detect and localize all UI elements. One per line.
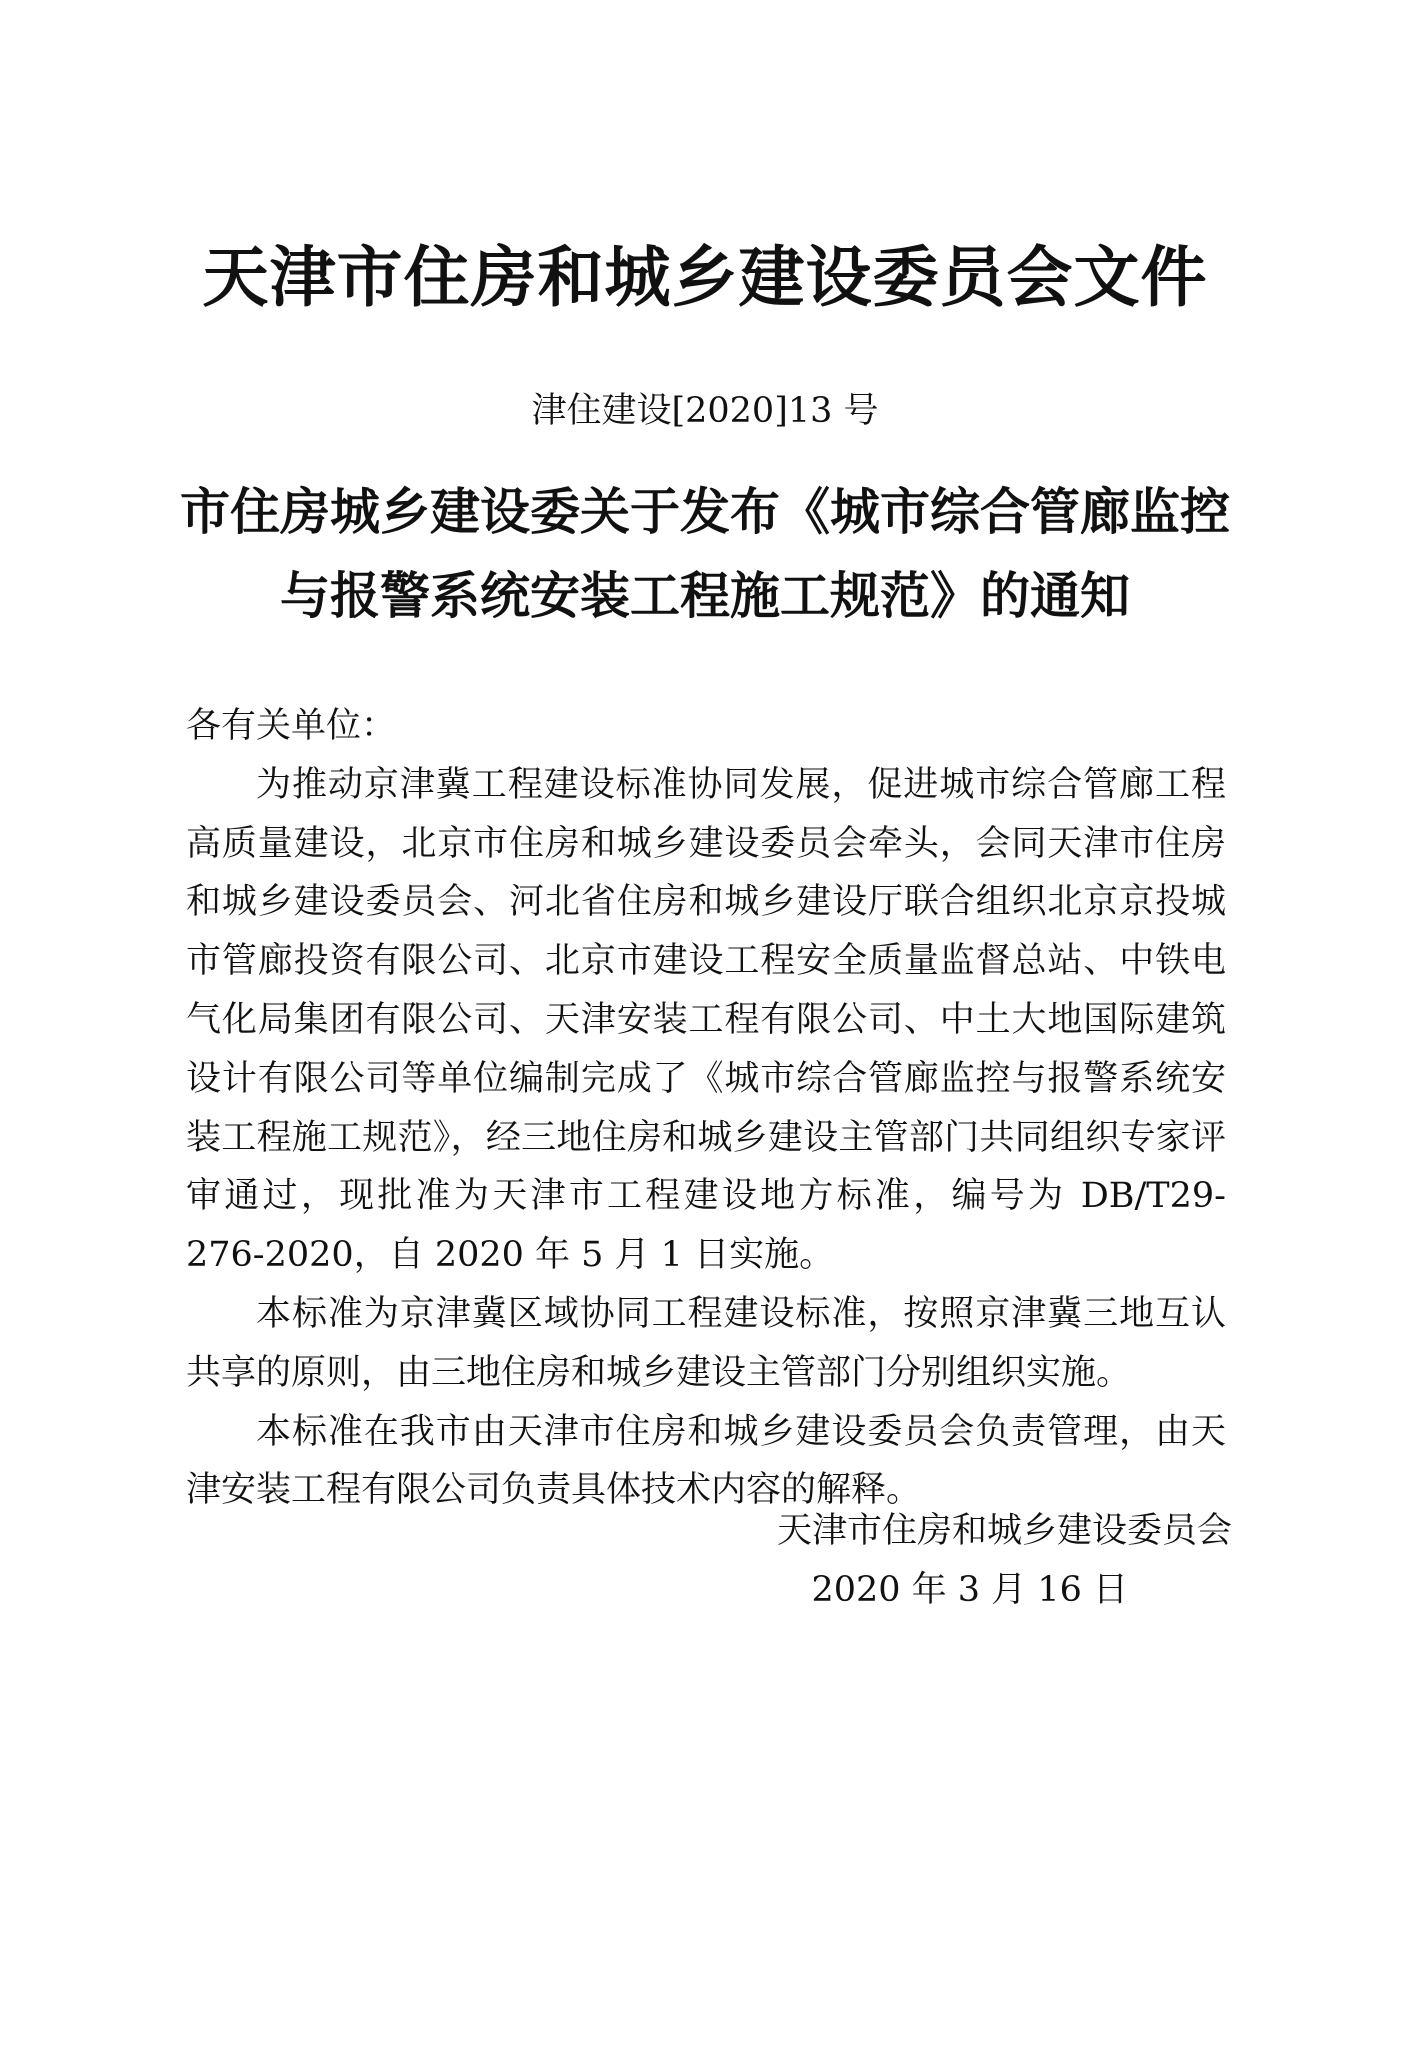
signature-block bbox=[700, 1502, 1232, 1620]
document-number: 津住建设[2020]13 号 bbox=[531, 391, 879, 431]
issuer-header: 天津市住房和城乡建设委员会文件 bbox=[202, 238, 1208, 316]
document-body bbox=[186, 697, 1226, 1520]
document-title bbox=[0, 470, 1410, 638]
body-paragraph-1: 为推动京津冀工程建设标准协同发展，促进城市综合管廊工程高质量建设，北京市住房和城乡建设委员会牵头，会同天津市住房和城乡建设委员会、河北省住房和城乡建设厅联合组织北京京投城市管廊投资有限公司、北京市建设工程安全质量监督总站、中铁电气化局集团有限公司、天津安装工程有限公司、中土大地国际建筑设计有限公司等单位编制完成了《城市综合管廊监控与报警系统安装工程施工规范》，经三地住房和城乡建设主管部门共同组织专家评审通过，现批准为天津市工程建设地方标准，编号为 DB/T29-276-2020，自 2020 年 5 月 1 日实施。 bbox=[186, 764, 1226, 1276]
body-paragraph-2: 本标准为京津冀区域协同工程建设标准，按照京津冀三地互认共享的原则，由三地住房和城乡建设主管部门分别组织实施。 bbox=[186, 1293, 1226, 1393]
signature-date: 2020 年 3 月 16 日 bbox=[811, 1569, 1128, 1610]
document-title-line-2: 与报警系统安装工程施工规范》的通知 bbox=[280, 566, 1130, 625]
body-paragraph-3: 本标准在我市由天津市住房和城乡建设委员会负责管理，由天津安装工程有限公司负责具体技术内容的解释。 bbox=[186, 1411, 1226, 1511]
signature-organization: 天津市住房和城乡建设委员会 bbox=[776, 1511, 1232, 1551]
document-title-line-1: 市住房城乡建设委关于发布《城市综合管廊监控 bbox=[180, 482, 1230, 541]
salutation: 各有关单位： bbox=[186, 706, 397, 746]
